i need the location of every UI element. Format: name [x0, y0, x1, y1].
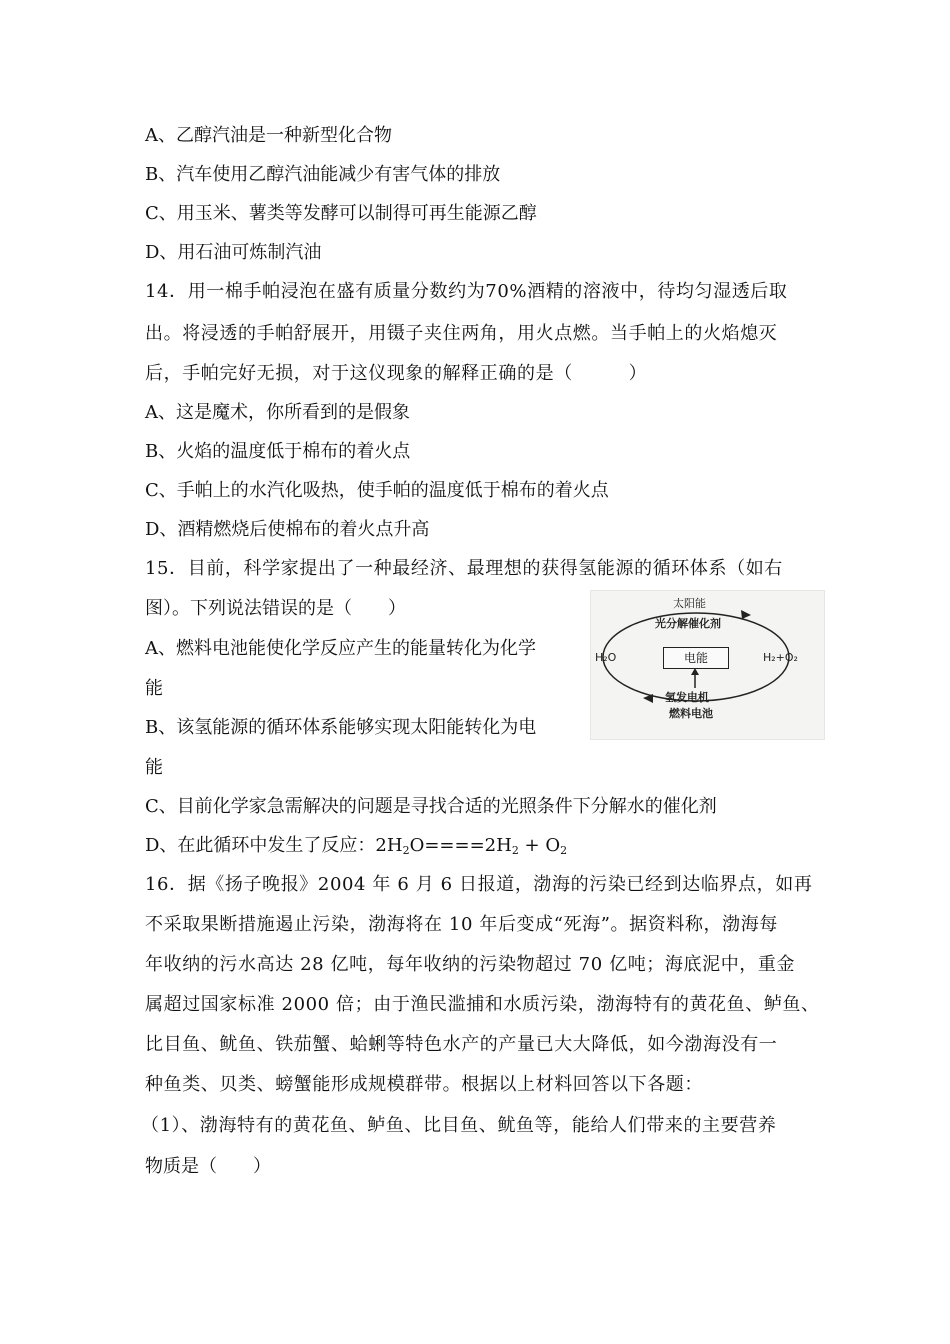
figure-label-hydrogen-oxygen: H₂+O₂ [763, 651, 798, 664]
figure-label-catalyst: 光分解催化剂 [655, 617, 721, 630]
q13-option-a: A、乙醇汽油是一种新型化合物 [145, 125, 392, 146]
q14-option-a: A、这是魔术，你所看到的是假象 [145, 402, 410, 423]
q16-stem-line-1: 16．据《扬子晚报》2004 年 6 月 6 日报道，渤海的污染已经到达临界点，如再 [145, 874, 813, 895]
hydrogen-cycle-figure [590, 590, 825, 740]
q15-option-d-mid1: O====2H [409, 835, 512, 856]
q16-sub1-line-2: 物质是（ ） [145, 1156, 271, 1177]
q15-option-d-mid2: + O [518, 835, 561, 856]
q15-option-d-prefix: D、在此循环中发生了反应：2H [145, 835, 403, 856]
q16-sub1-line-1: （1）、渤海特有的黄花鱼、鲈鱼、比目鱼、鱿鱼等，能给人们带来的主要营养 [141, 1115, 777, 1136]
q15-option-b: B、该氢能源的循环体系能够实现太阳能转化为电 [145, 717, 537, 738]
figure-box-electric-energy: 电能 [663, 647, 729, 669]
figure-label-solar: 太阳能 [673, 597, 706, 610]
subscript-2: 2 [511, 844, 519, 857]
q15-option-c: C、目前化学家急需解决的问题是寻找合适的光照条件下分解水的催化剂 [145, 796, 717, 817]
q14-option-c: C、手帕上的水汽化吸热，使手帕的温度低于棉布的着火点 [145, 480, 609, 501]
q15-stem-line-1: 15．目前，科学家提出了一种最经济、最理想的获得氢能源的循环体系（如右 [145, 558, 783, 579]
q16-stem-line-2: 不采取果断措施遏止污染，渤海将在 10 年后变成“死海”。据资料称，渤海每 [145, 914, 778, 935]
q16-stem-line-4: 属超过国家标准 2000 倍；由于渔民滥捕和水质污染，渤海特有的黄花鱼、鲈鱼、 [145, 994, 820, 1015]
q15-option-a: A、燃料电池能使化学反应产生的能量转化为化学 [145, 638, 536, 659]
q15-option-b-cont: 能 [145, 757, 163, 778]
q15-stem-line-2: 图）。下列说法错误的是（ ） [145, 598, 406, 619]
q13-option-c: C、用玉米、薯类等发酵可以制得可再生能源乙醇 [145, 203, 537, 224]
q13-option-d: D、用石油可炼制汽油 [145, 242, 322, 263]
q16-stem-line-6: 种鱼类、贝类、螃蟹能形成规模群带。根据以上材料回答以下各题： [145, 1074, 703, 1095]
q14-option-b: B、火焰的温度低于棉布的着火点 [145, 441, 411, 462]
q13-option-b: B、汽车使用乙醇汽油能减少有害气体的排放 [145, 164, 501, 185]
q15-option-a-cont: 能 [145, 678, 163, 699]
subscript-2: 2 [560, 844, 568, 857]
subscript-2: 2 [402, 844, 410, 857]
q14-stem-line-2: 出。将浸透的手帕舒展开，用镊子夹住两角，用火点燃。当手帕上的火焰熄灭 [145, 323, 778, 344]
q14-option-d: D、酒精燃烧后使棉布的着火点升高 [145, 519, 430, 540]
figure-label-water: H₂O [595, 651, 617, 664]
q16-stem-line-5: 比目鱼、鱿鱼、铁茄蟹、蛤蜊等特色水产的产量已大大降低，如今渤海没有一 [145, 1034, 778, 1055]
q14-stem-line-1: 14．用一棉手帕浸泡在盛有质量分数约为70%酒精的溶液中，待均匀湿透后取 [145, 281, 788, 302]
q16-stem-line-3: 年收纳的污水高达 28 亿吨，每年收纳的污染物超过 70 亿吨；海底泥中，重金 [145, 954, 796, 975]
figure-label-fuel-cell: 燃料电池 [669, 707, 713, 720]
q15-option-d [145, 834, 567, 858]
q14-stem-line-3: 后，手帕完好无损，对于这仪现象的解释正确的是（ ） [145, 363, 648, 384]
figure-label-generator: 氢发电机 [665, 691, 709, 704]
